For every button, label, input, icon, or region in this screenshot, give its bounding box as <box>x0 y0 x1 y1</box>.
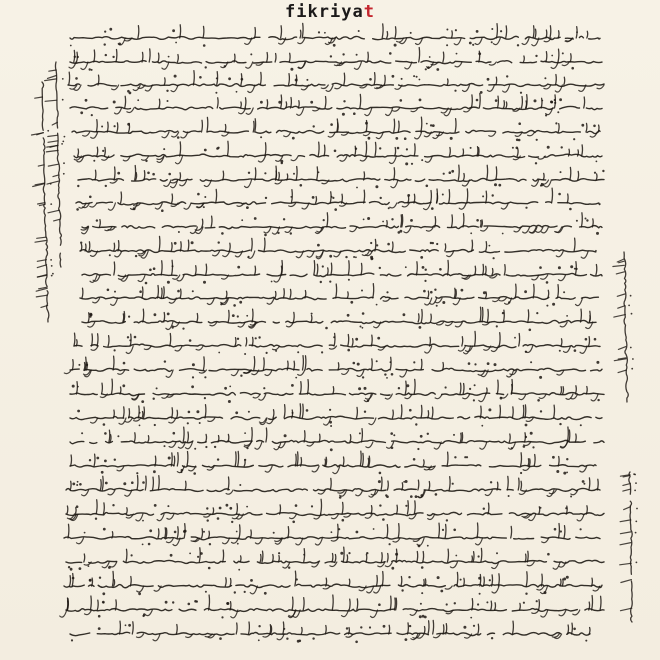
manuscript-handwriting-image <box>30 22 650 658</box>
watermark-text-main: fikriya <box>285 2 364 22</box>
fikriyat-watermark <box>0 2 660 22</box>
right-margin-note <box>613 252 638 622</box>
watermark-text-accent: t <box>363 2 375 22</box>
manuscript-body-text <box>60 23 610 643</box>
left-margin-notes <box>32 62 66 322</box>
handwritten-manuscript <box>30 22 650 658</box>
